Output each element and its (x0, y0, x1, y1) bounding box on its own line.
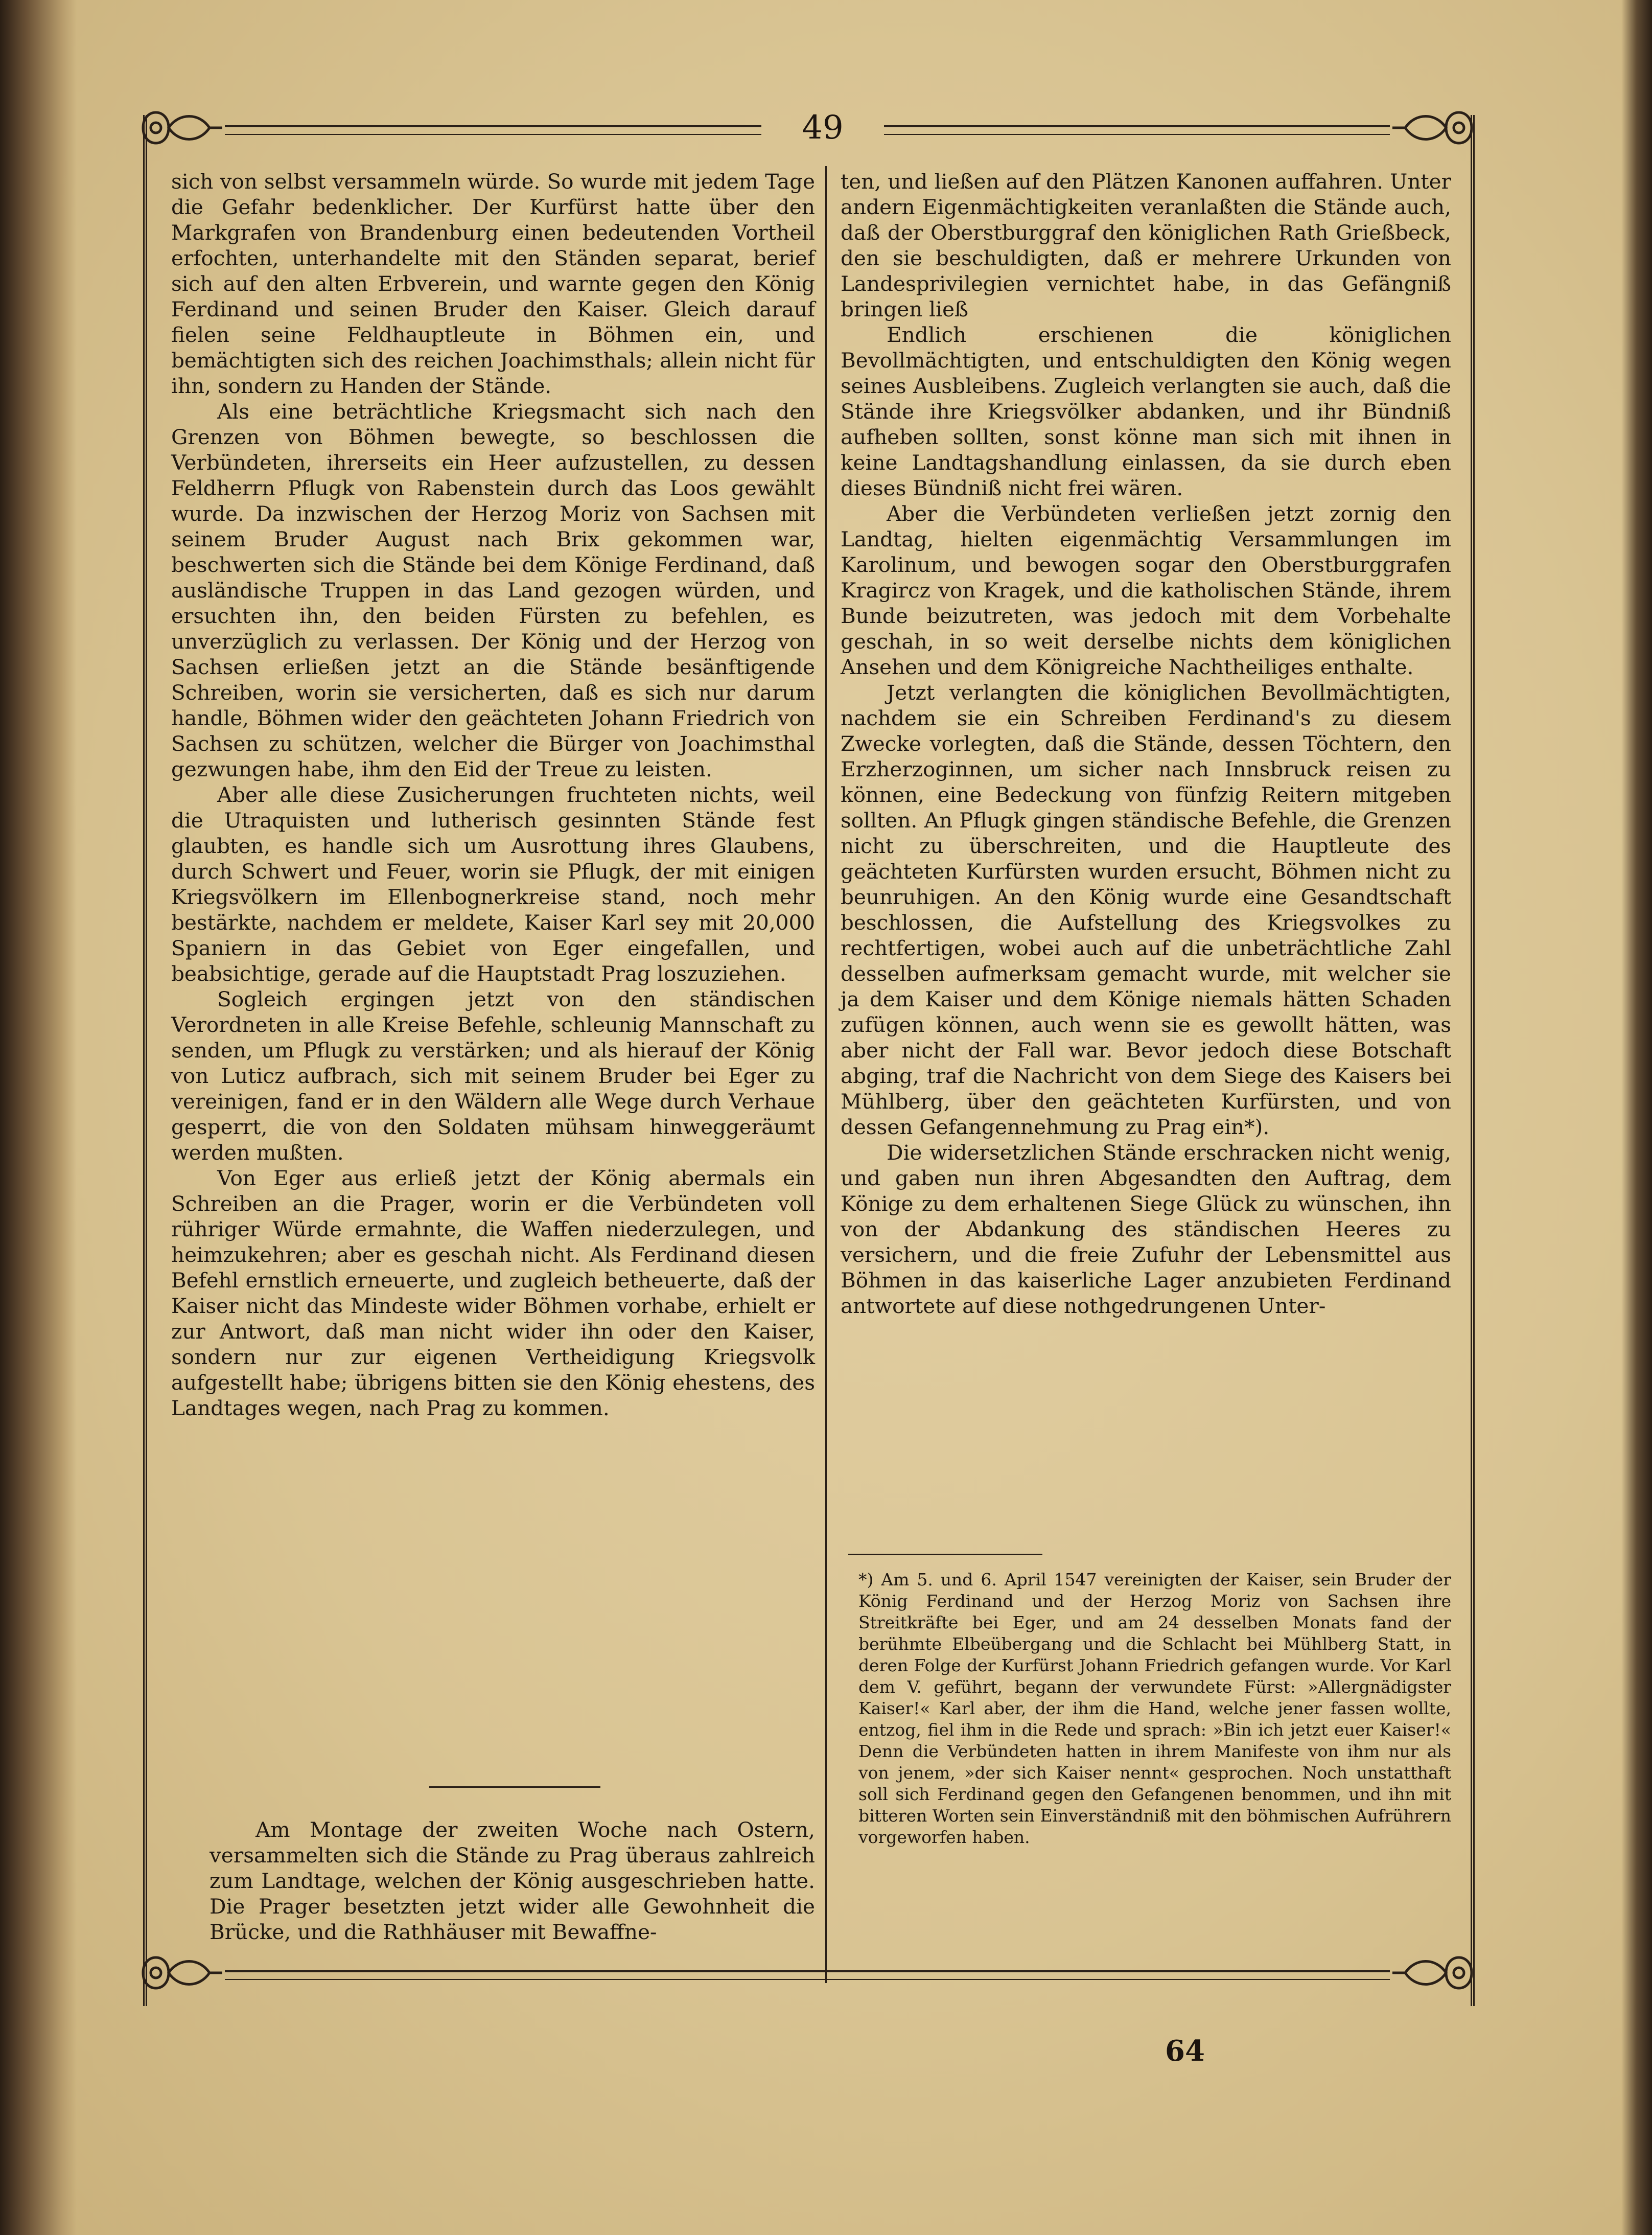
right-paragraph-5: Die widersetzlichen Stände erschracken nicht wenig, und gaben nun ihren Abgesandten den Auftrag, dem Könige zu dem erhaltenen Siege Glück zu wünschen, ihn von der Abdankung des ständischen Heeres zu versichern, und die freie Zufuhr der Lebensmittel aus Böhmen in das kaiserliche Lager anzubieten Ferdinand antwortete auf diese nothgedrungenen Unter- (841, 1140, 1451, 1318)
left-paragraph-4: Sogleich ergingen jetzt von den ständischen Verordneten in alle Kreise Befehle, schleunig Mannschaft zu senden, um Pflugk zu verstärken; und als hierauf der König von Luticz aufbrach, sich mit seinem Bruder bei Eger zu vereinigen, fand er in den Wäldern alle Wege durch Verhaue gesperrt, die von den Soldaten mühsam hinweggeräumt werden mußten. (171, 987, 815, 1165)
section-separator (429, 1786, 600, 1788)
right-paragraph-4: Jetzt verlangten die königlichen Bevollmächtigten, nachdem sie ein Schreiben Ferdinand's zu diesem Zwecke vorlegten, daß die Stände, dessen Töchtern, den Erzherzoginnen, um sicher nach Innsbruck reisen zu können, eine Bedeckung von fünfzig Reitern mitgeben sollten. An Pflugk gingen ständische Befehle, die Grenzen nicht zu überschreiten, und die Hauptleute des geächteten Kurfürsten wurden ersucht, Böhmen nicht zu beunruhigen. An den König wurde eine Gesandtschaft beschlossen, die Aufstellung des Kriegsvolkes zu rechtfertigen, wobei auch auf die unbeträchtliche Zahl desselben aufmerksam gemacht wurde, mit welcher sie ja dem Kaiser und dem Könige niemals hätten Schaden zufügen können, auch wenn sie es gewollt hätten, was aber nicht der Fall war. Bevor jedoch diese Botschaft abging, traf die Nachricht von dem Siege des Kaisers bei Mühlberg, über den geächteten Kurfürsten, und von dessen Gefangennehmung zu Prag ein*). (841, 680, 1451, 1139)
right-paragraph-2: Endlich erschienen die königlichen Bevollmächtigten, und entschuldigten den König wegen seines Ausbleibens. Zugleich verlangten sie auch, daß die Stände ihre Kriegsvölker abdanken, und ihr Bündniß aufheben sollten, sonst könne man sich mit ihnen in keine Landtagshandlung einlassen, da sie durch eben dieses Bündniß nicht frei wären. (841, 322, 1451, 500)
left-paragraph-6: Am Montage der zweiten Woche nach Ostern, versammelten sich die Stände zu Prag überaus zahlreich zum Landtage, welchen der König ausgeschrieben hatte. Die Prager besetzten jetzt wider alle Gewohnheit die Brücke, und die Rathhäuser mit Bewaffne- (210, 1817, 815, 1944)
right-paragraph-3: Aber die Verbündeten verließen jetzt zornig den Landtag, hielten eigenmächtig Versammlungen im Karolinum, und bewogen sogar den Oberstburggrafen Kragircz von Kragek, und die katholischen Stände, ihrem Bunde beizutreten, was jedoch mit dem Vorbehalte geschah, in so weit derselbe nichts dem königlichen Ansehen und dem Königreiche Nachtheiliges enthalte. (841, 501, 1451, 679)
right-column (841, 169, 1451, 1319)
footnote-rule (848, 1554, 1042, 1555)
left-paragraph-3: Aber alle diese Zusicherungen fruchteten nichts, weil die Utraquisten und lutherisch gesinnten Stände fest glaubten, es handle sich um Ausrottung ihres Glaubens, durch Schwert und Feuer, worin sie Pflugk, der mit einigen Kriegsvölkern im Ellenbognerkreise stand, noch mehr bestärkte, nachdem er meldete, Kaiser Karl sey mit 20,000 Spaniern in das Gebiet von Eger eingefallen, und beabsichtige, gerade auf die Hauptstadt Prag loszuziehen. (171, 782, 815, 986)
left-column-continued (210, 1817, 815, 1945)
left-paragraph-2: Als eine beträchtliche Kriegsmacht sich nach den Grenzen von Böhmen bewegte, so beschlossen die Verbündeten, ihrerseits ein Heer aufzustellen, zu dessen Feldherrn Pflugk von Rabenstein durch das Loos gewählt wurde. Da inzwischen der Herzog Moriz von Sachsen mit seinem Bruder August nach Brix gekommen war, beschwerten sich die Stände bei dem Könige Ferdinand, daß ausländische Truppen in das Land gezogen würden, und ersuchten ihn, den beiden Fürsten zu befehlen, es unverzüglich zu verlassen. Der König und der Herzog von Sachsen erließen jetzt an die Stände besänftigende Schreiben, worin sie versicherten, daß es sich nur darum handle, Böhmen wider den geächteten Johann Friedrich von Sachsen zu schützen, welcher die Bürger von Joachimsthal gezwungen habe, ihm den Eid der Treue zu leisten. (171, 399, 815, 781)
page-number: 49 (802, 109, 844, 147)
book-gutter (0, 0, 77, 2235)
right-paragraph-1: ten, und ließen auf den Plätzen Kanonen auffahren. Unter andern Eigenmächtigkeiten veranlaßten die Stände auch, daß der Oberstburggraf den königlichen Rath Grießbeck, den sie beschuldigten, daß er mehrere Urkunden von Landesprivilegien vernichtet habe, in das Gefängniß bringen ließ (841, 169, 1451, 321)
footnote: *) Am 5. und 6. April 1547 vereinigten der Kaiser, sein Bruder der König Ferdinand und der Herzog Moriz von Sachsen ihre Streitkräfte bei Eger, und am 24 desselben Monats fand der berühmte Elbeübergang und die Schlacht bei Mühlberg Statt, in deren Folge der Kurfürst Johann Friedrich gefangen wurde. Vor Karl dem V. geführt, begann der verwundete Fürst: »Allergnädigster Kaiser!« Karl aber, der ihm die Hand, welche jener fassen wollte, entzog, fiel ihm in die Rede und sprach: »Bin ich jetzt euer Kaiser!« Denn die Verbündeten hatten in ihrem Manifeste von ihm nur als von jenem, »der sich Kaiser nennt« gesprochen. Noch unstatthaft soll sich Ferdinand gegen den Gefangenen benommen, und ihn mit bitteren Worten sein Einverständniß mit den böhmischen Aufrührern vorgeworfen haben. (858, 1570, 1451, 1847)
left-paragraph-1: sich von selbst versammeln würde. So wurde mit jedem Tage die Gefahr bedenklicher. Der Kurfürst hatte über den Markgrafen von Brandenburg einen bedeutenden Vortheil erfochten, unterhandelte mit den Ständen separat, berief sich auf den alten Erbverein, und warnte gegen den König Ferdinand und seinen Bruder den Kaiser. Gleich darauf fielen seine Feldhauptleute in Böhmen ein, und bemächtigten sich des reichen Joachimsthals; allein nicht für ihn, sondern zu Handen der Stände. (171, 169, 815, 398)
left-column (171, 169, 815, 1421)
column-divider (825, 166, 827, 1983)
page-edge (1621, 0, 1652, 2235)
signature-mark: 64 (1165, 2034, 1205, 2068)
left-paragraph-5: Von Eger aus erließ jetzt der König abermals ein Schreiben an die Prager, worin er die Verbündeten voll rühriger Würde ermahnte, die Waffen niederzulegen, und heimzukehren; aber es geschah nicht. Als Ferdinand diesen Befehl ernstlich erneuerte, und zugleich betheuerte, daß der Kaiser nicht das Mindeste wider Böhmen vorhabe, erhielt er zur Antwort, daß man nicht wider ihn oder den Kaiser, sondern nur zur eigenen Vertheidigung Kriegsvolk aufgestellt habe; übrigens bitten sie den König ehestens, des Landtages wegen, nach Prag zu kommen. (171, 1166, 815, 1420)
